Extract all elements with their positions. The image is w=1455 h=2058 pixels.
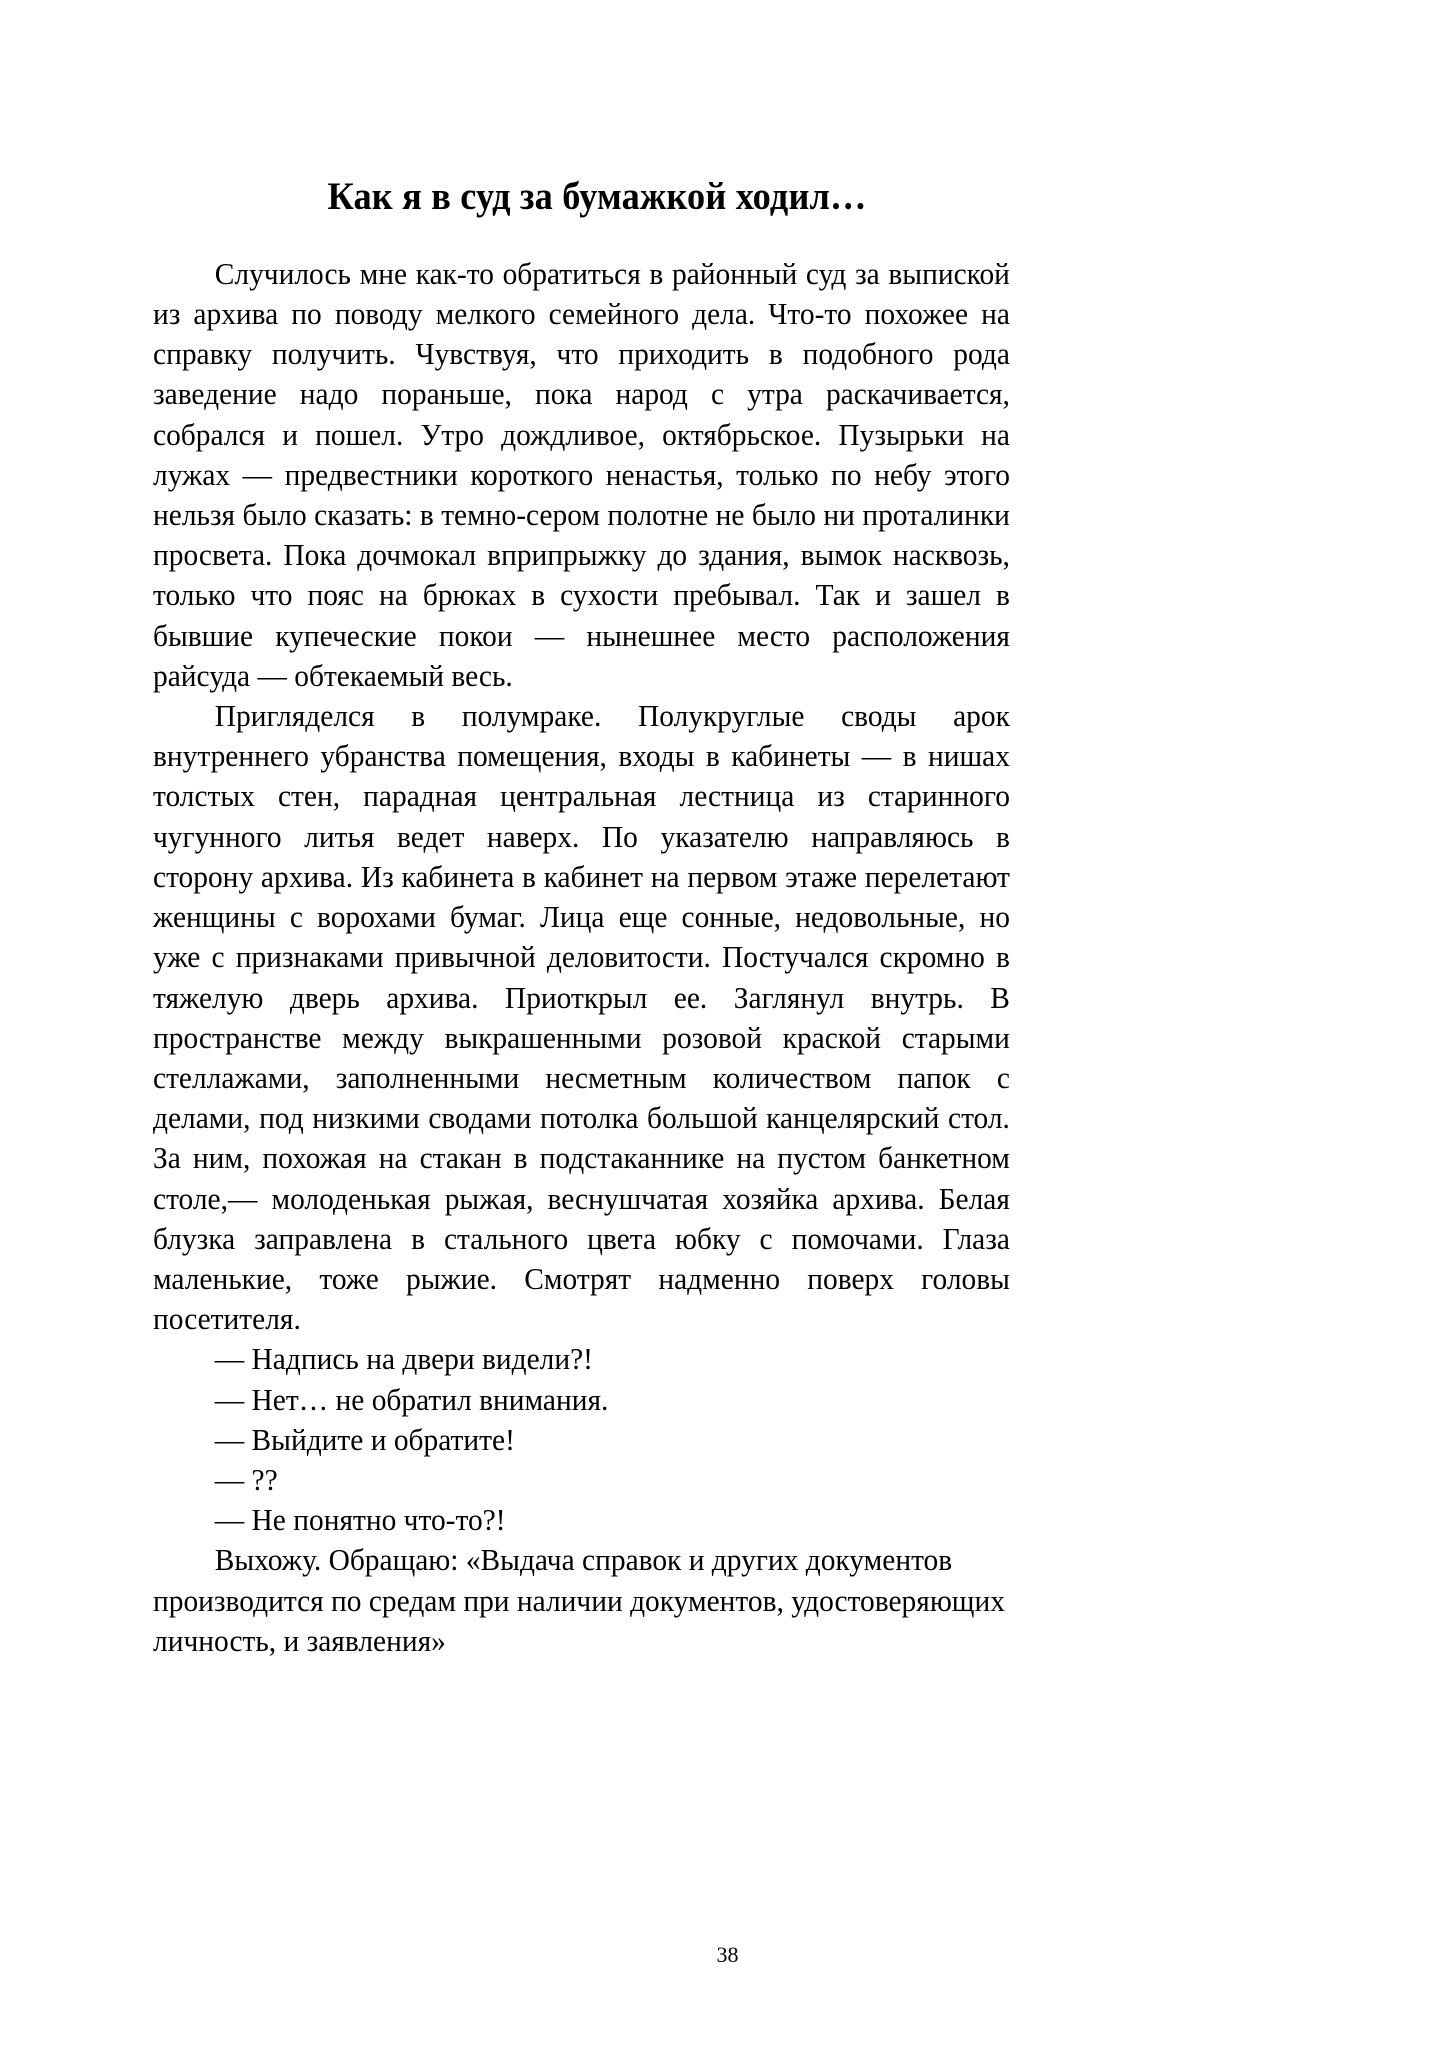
paragraph-2: Пригляделся в полумраке. Полукруглые своды арок внутреннего убранства помещения, входы в кабинеты — в нишах толстых стен, парадная центральная лестница из старинного чугунного литья ведет наверх. По указателю направляюсь в сторону архива. Из кабинета в кабинет на первом этаже перелетают женщины с ворохами бумаг. Лица еще сонные, недовольные, но уже с признаками привычной деловитости. Постучался скромно в тяжелую дверь архива. Приоткрыл ее. Заглянул внутрь. В пространстве между выкрашенными розовой краской старыми стеллажами, заполненными несметным количеством папок с делами, под низкими сводами потолка большой канцелярский стол. За ним, похожая на стакан в подстаканнике на пустом банкетном столе,— молоденькая рыжая, веснушчатая хозяйка архива. Белая блузка заправлена в стального цвета юбку с помочами. Глаза маленькие, тоже рыжие. Смотрят надменно поверх головы посетителя.: [153, 699, 1010, 1337]
dialogue-line: — Не понятно что-то?!: [214, 1503, 506, 1538]
body-text: [153, 254, 1041, 1661]
dialogue-line: — ??: [214, 1462, 278, 1497]
dialogue-line: — Надпись на двери видели?!: [214, 1342, 593, 1377]
dialogue-list: [153, 1339, 1041, 1540]
paragraph-1: Случилось мне как-то обратиться в районный суд за выпиской из архива по поводу мелкого семейного дела. Что-то похожее на справку получить. Чувствуя, что приходить в подобного рода заведение надо пораньше, пока народ с утра раскачивается, собрался и пошел. Утро дождливое, октябрьское. Пузырьки на лужах — предвестники короткого ненастья, только по небу этого нельзя было сказать: в темно-сером полотне не было ни проталинки просвета. Пока дочмокал вприпрыжку до здания, вымок насквозь, только что пояс на брюках в сухости пребывал. Так и зашел в бывшие купеческие покои — нынешнее место расположения райсуда — обтекаемый весь.: [153, 256, 1010, 693]
page-number: 38: [716, 1942, 739, 1967]
dialogue-line: — Нет… не обратил внимания.: [214, 1382, 609, 1417]
paragraph-3: Выхожу. Обращаю: «Выдача справок и других документов производится по средам при наличии документов, удостоверяющих личность, и заявления»: [153, 1543, 1005, 1658]
dialogue-line: — Выйдите и обратите!: [214, 1422, 515, 1457]
text-column: [153, 0, 1041, 1661]
page-title: Как я в суд за бумажкой ходил…: [327, 175, 867, 218]
